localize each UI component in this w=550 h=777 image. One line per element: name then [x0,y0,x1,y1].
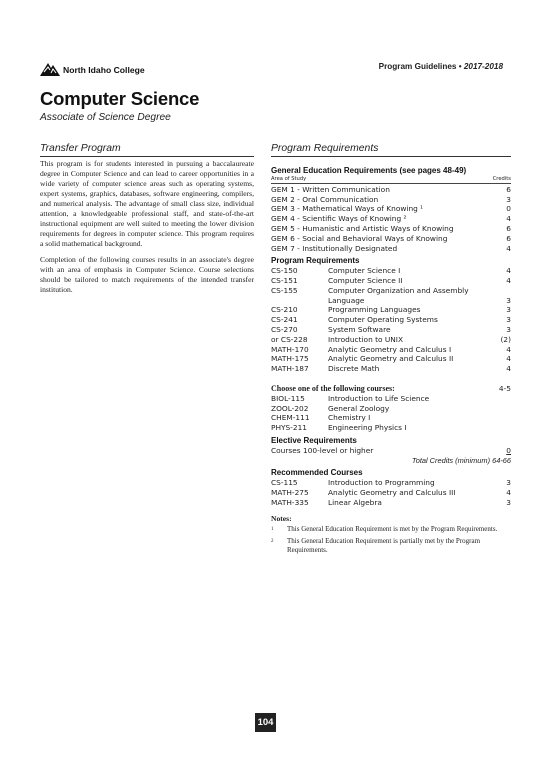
course-code: CS-115 [271,478,298,488]
course-code: CS-210 [271,305,298,315]
course-code: PHYS-211 [271,423,307,433]
course-code: MATH-335 [271,497,309,507]
total-credits: Total Credits (minimum) 64-66 [411,455,511,465]
program-course-row [271,335,511,345]
page-number: 104 [255,713,276,732]
course-code: CS-151 [271,275,298,285]
recommended-course-list [271,478,511,507]
choose-course-row [271,413,511,423]
program-course-row [271,276,511,286]
course-credits: 4 [506,266,511,276]
course-code: MATH-175 [271,354,309,364]
course-name: Introduction to Life Science [328,393,430,403]
recommended-heading: Recommended Courses [271,468,363,478]
course-name: Programming Languages [328,305,421,315]
choose-heading-row [271,384,511,394]
course-name: Introduction to UNIX [328,334,404,344]
elective-credits: 0 [506,445,511,455]
gen-ed-credits: 6 [506,184,511,194]
course-credits: 4 [506,354,511,364]
recommended-course-row [271,498,511,508]
program-course-list [271,266,511,374]
course-name: Chemistry I [328,413,371,423]
choose-course-row [271,423,511,433]
program-course-row [271,345,511,355]
course-credits: 3 [506,497,511,507]
course-name: Computer Science II [328,275,403,285]
notes-list [271,525,511,555]
page-title: Computer Science [40,88,200,109]
gen-ed-credits: 6 [506,233,511,243]
course-name: Language [328,295,365,305]
gen-ed-row [271,224,511,234]
program-guidelines-label: Program Guidelines • [378,62,464,71]
elective-row [271,446,511,456]
gen-ed-column-header [271,176,511,184]
program-course-row [271,286,511,296]
course-name: Computer Science I [328,266,401,276]
course-code: MATH-275 [271,487,309,497]
gen-ed-row [271,204,511,214]
area-of-study-label: Area of Study [271,175,307,182]
course-credits: (2) [500,334,511,344]
course-name: Linear Algebra [328,497,382,507]
course-name: General Zoology [328,403,390,413]
course-credits: 3 [506,315,511,325]
gen-ed-heading: General Education Requirements (see pages 48-49) [271,166,467,175]
gen-ed-name: GEM 7 - Institutionally Designated [271,243,398,253]
transfer-paragraph-1: This program is for students interested in pursuing a baccalaureate degree in Computer Science and can lead to career opportunities in a wide variety of computer science areas such as operating systems, expert systems, graphics, databases, software engineering, compilers, and numerical analysis. The advantage of small class size, individual attention, a knowledgeable professional staff, and state-of-the-art instructional equipment are well suited to meeting the lower division requirements for degrees in computer science. This program requires a solid mathematical background. [40,159,254,248]
course-credits: 3 [506,324,511,334]
elective-text: Courses 100-level or higher [271,445,374,455]
gen-ed-credits: 4 [506,243,511,253]
page-subtitle: Associate of Science Degree [40,112,171,123]
course-credits: 3 [506,305,511,315]
gen-ed-credits: 4 [506,214,511,224]
gen-ed-row [271,244,511,254]
gen-ed-name: GEM 1 - Written Communication [271,184,390,194]
gen-ed-row [271,234,511,244]
course-credits: 3 [506,478,511,488]
program-course-row [271,354,511,364]
course-code: CS-241 [271,315,298,325]
course-code: MATH-170 [271,344,309,354]
course-code: BIOL-115 [271,393,305,403]
course-credits [491,286,511,296]
choose-course-row [271,404,511,414]
program-course-row [271,315,511,325]
program-requirements-heading: Program Requirements [271,143,511,157]
notes-heading: Notes: [271,513,292,523]
logo-text: North Idaho College [63,65,145,75]
course-code: CHEM-111 [271,413,310,423]
course-credits: 4 [506,487,511,497]
course-name: Introduction to Programming [328,478,435,488]
course-code: or CS-228 [271,334,308,344]
notes-section [271,514,511,555]
note-marker: 1 [271,526,274,532]
gen-ed-row [271,195,511,205]
note-text: This General Education Requirement is met by the Program Requirements. [287,524,498,533]
course-name: Analytic Geometry and Calculus I [328,344,452,354]
elective-heading: Elective Requirements [271,435,357,445]
gen-ed-name: GEM 2 - Oral Communication [271,194,379,204]
program-guidelines-header [379,62,503,71]
gen-ed-name: GEM 4 - Scientific Ways of Knowing ² [271,214,407,224]
transfer-program-text [40,159,254,301]
gen-ed-credits: 3 [506,194,511,204]
course-credits: 4 [506,275,511,285]
course-code [271,296,328,306]
course-name: Discrete Math [328,364,380,374]
course-code: ZOOL-202 [271,403,309,413]
choose-course-list [271,394,511,433]
choose-course-row [271,394,511,404]
course-code: CS-270 [271,324,298,334]
gen-ed-name: GEM 3 - Mathematical Ways of Knowing ¹ [271,204,424,214]
course-credits: 3 [506,295,511,305]
course-credits: 4 [506,364,511,374]
transfer-paragraph-2: Completion of the following courses results in an associate's degree with an area of emphasis in Computer Science. Course selections should be tailored to match requirements of the intended transfer institution. [40,255,254,294]
mountain-logo-icon [40,62,60,76]
course-code: MATH-187 [271,364,309,374]
program-guidelines-year: 2017-2018 [463,62,503,71]
gen-ed-credits: 0 [506,204,511,214]
course-name: Analytic Geometry and Calculus III [328,487,456,497]
transfer-program-heading: Transfer Program [40,143,254,157]
gen-ed-name: GEM 6 - Social and Behavioral Ways of Knowing [271,233,448,243]
course-name: Analytic Geometry and Calculus II [328,354,454,364]
note-item [271,525,511,534]
program-course-row [271,305,511,315]
note-text: This General Education Requirement is partially met by the Program Requirements. [287,536,481,554]
course-code: CS-155 [271,285,298,295]
recommended-course-row [271,488,511,498]
gen-ed-row [271,214,511,224]
course-name: Engineering Physics I [328,423,407,433]
requirements-column [271,166,511,558]
note-item [271,537,511,555]
program-req-subheading: Program Requirements [271,256,360,266]
course-name: Computer Organization and Assembly [328,285,469,295]
credits-label: Credits [492,175,511,182]
program-course-row [271,296,511,306]
gen-ed-credits: 6 [506,223,511,233]
gen-ed-list [271,185,511,254]
note-marker: 2 [271,538,274,544]
course-name: Computer Operating Systems [328,315,438,325]
program-course-row [271,364,511,374]
gen-ed-row [271,185,511,195]
course-name: System Software [328,324,391,334]
program-course-row [271,325,511,335]
program-course-row [271,266,511,276]
choose-credits: 4-5 [498,383,511,393]
choose-heading: Choose one of the following courses: [271,383,395,393]
gen-ed-name: GEM 5 - Humanistic and Artistic Ways of Knowing [271,223,454,233]
course-credits: 4 [506,344,511,354]
recommended-course-row [271,478,511,488]
course-code: CS-150 [271,266,298,276]
college-logo [40,62,145,76]
